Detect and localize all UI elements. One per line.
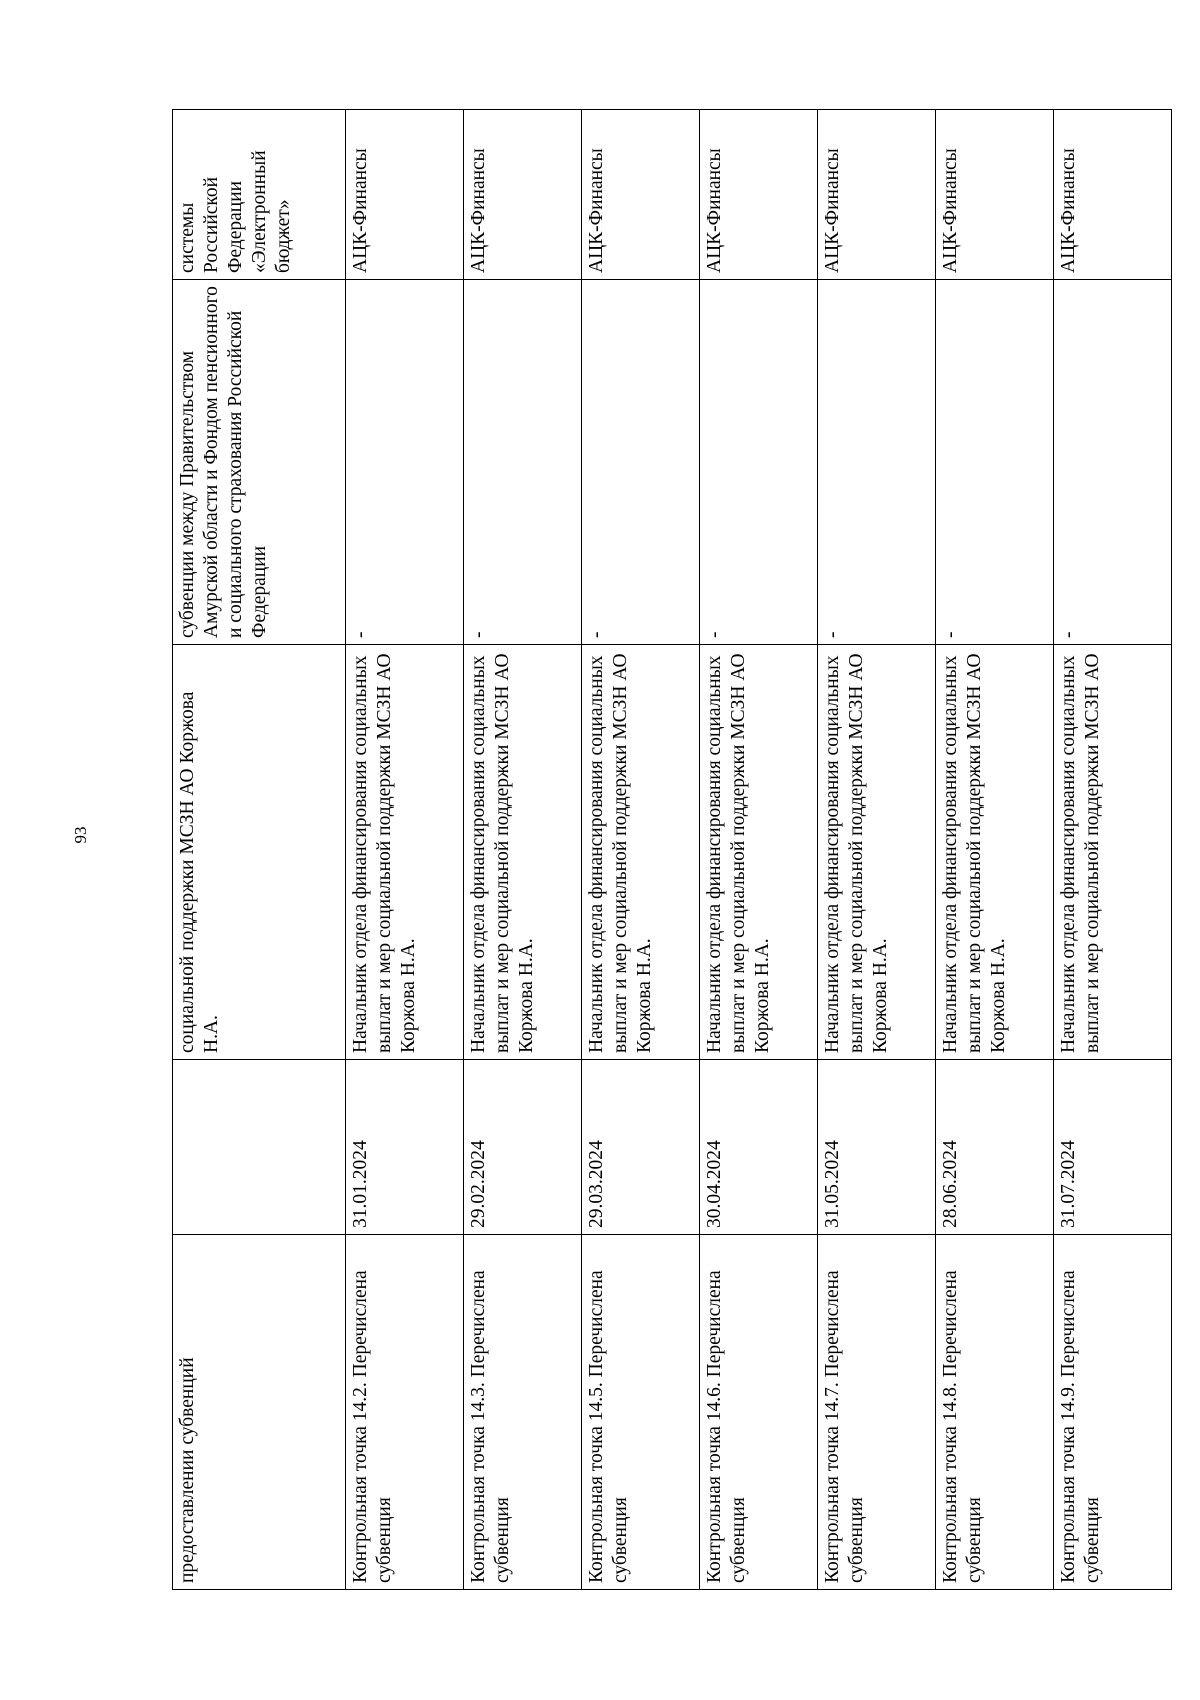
cell-event: Контрольная точка 14.5. Перечислена субвенция [582, 1235, 700, 1590]
cell-system: АЦК-Финансы [936, 110, 1054, 280]
table-row [582, 110, 700, 1590]
cell-event: Контрольная точка 14.7. Перечислена субвенция [818, 1235, 936, 1590]
page-number: 93 [71, 826, 90, 844]
cell-document: - [1054, 280, 1172, 645]
cell-responsible: Начальник отдела финансирования социальных выплат и мер социальной поддержки МСЗН АО Коржова Н.А. [464, 645, 582, 1060]
cell-responsible: Начальник отдела финансирования социальных выплат и мер социальной поддержки МСЗН АО [1054, 645, 1172, 1060]
table-row [464, 110, 582, 1590]
cell-document: - [936, 280, 1054, 645]
cell-responsible: Начальник отдела финансирования социальных выплат и мер социальной поддержки МСЗН АО Коржова Н.А. [818, 645, 936, 1060]
cell-system: АЦК-Финансы [464, 110, 582, 280]
cell-document: - [464, 280, 582, 645]
cell-document: - [818, 280, 936, 645]
table-row [936, 110, 1054, 1590]
cell-date: 28.06.2024 [936, 1060, 1054, 1235]
cell-system: системы Российской Федерации «Электронный бюджет» [173, 110, 346, 280]
cell-event: Контрольная точка 14.8. Перечислена субвенция [936, 1235, 1054, 1590]
cell-system: АЦК-Финансы [1054, 110, 1172, 280]
cell-responsible: социальной поддержки МСЗН АО Коржова Н.А. [173, 645, 346, 1060]
table-row [700, 110, 818, 1590]
cell-document: - [582, 280, 700, 645]
cell-event: Контрольная точка 14.2. Перечислена субвенция [346, 1235, 464, 1590]
cell-event: Контрольная точка 14.9. Перечислена субвенция [1054, 1235, 1172, 1590]
cell-event: Контрольная точка 14.6. Перечислена субвенция [700, 1235, 818, 1590]
cell-document: - [700, 280, 818, 645]
cell-system: АЦК-Финансы [700, 110, 818, 280]
cell-responsible: Начальник отдела финансирования социальных выплат и мер социальной поддержки МСЗН АО Коржова Н.А. [582, 645, 700, 1060]
cell-date: 29.02.2024 [464, 1060, 582, 1235]
table-row [1054, 110, 1172, 1590]
cell-document: - [346, 280, 464, 645]
cell-responsible: Начальник отдела финансирования социальных выплат и мер социальной поддержки МСЗН АО Коржова Н.А. [700, 645, 818, 1060]
cell-system: АЦК-Финансы [818, 110, 936, 280]
cell-system: АЦК-Финансы [582, 110, 700, 280]
cell-event: предоставлении субвенций [173, 1235, 346, 1590]
cell-date: 31.01.2024 [346, 1060, 464, 1235]
cell-date [173, 1060, 346, 1235]
rotated-table-wrapper [172, 110, 1112, 1590]
cell-date: 31.05.2024 [818, 1060, 936, 1235]
cell-date: 30.04.2024 [700, 1060, 818, 1235]
cell-responsible: Начальник отдела финансирования социальных выплат и мер социальной поддержки МСЗН АО Коржова Н.А. [936, 645, 1054, 1060]
control-points-table [172, 109, 1172, 1590]
cell-responsible: Начальник отдела финансирования социальных выплат и мер социальной поддержки МСЗН АО Коржова Н.А. [346, 645, 464, 1060]
cell-event: Контрольная точка 14.3. Перечислена субвенция [464, 1235, 582, 1590]
table-row [346, 110, 464, 1590]
cell-date: 29.03.2024 [582, 1060, 700, 1235]
table-row [818, 110, 936, 1590]
cell-date: 31.07.2024 [1054, 1060, 1172, 1235]
cell-document: субвенции между Правительством Амурской области и Фондом пенсионного и социального страхования Российской Федерации [173, 280, 346, 645]
cell-system: АЦК-Финансы [346, 110, 464, 280]
table-continuation-row [173, 110, 346, 1590]
